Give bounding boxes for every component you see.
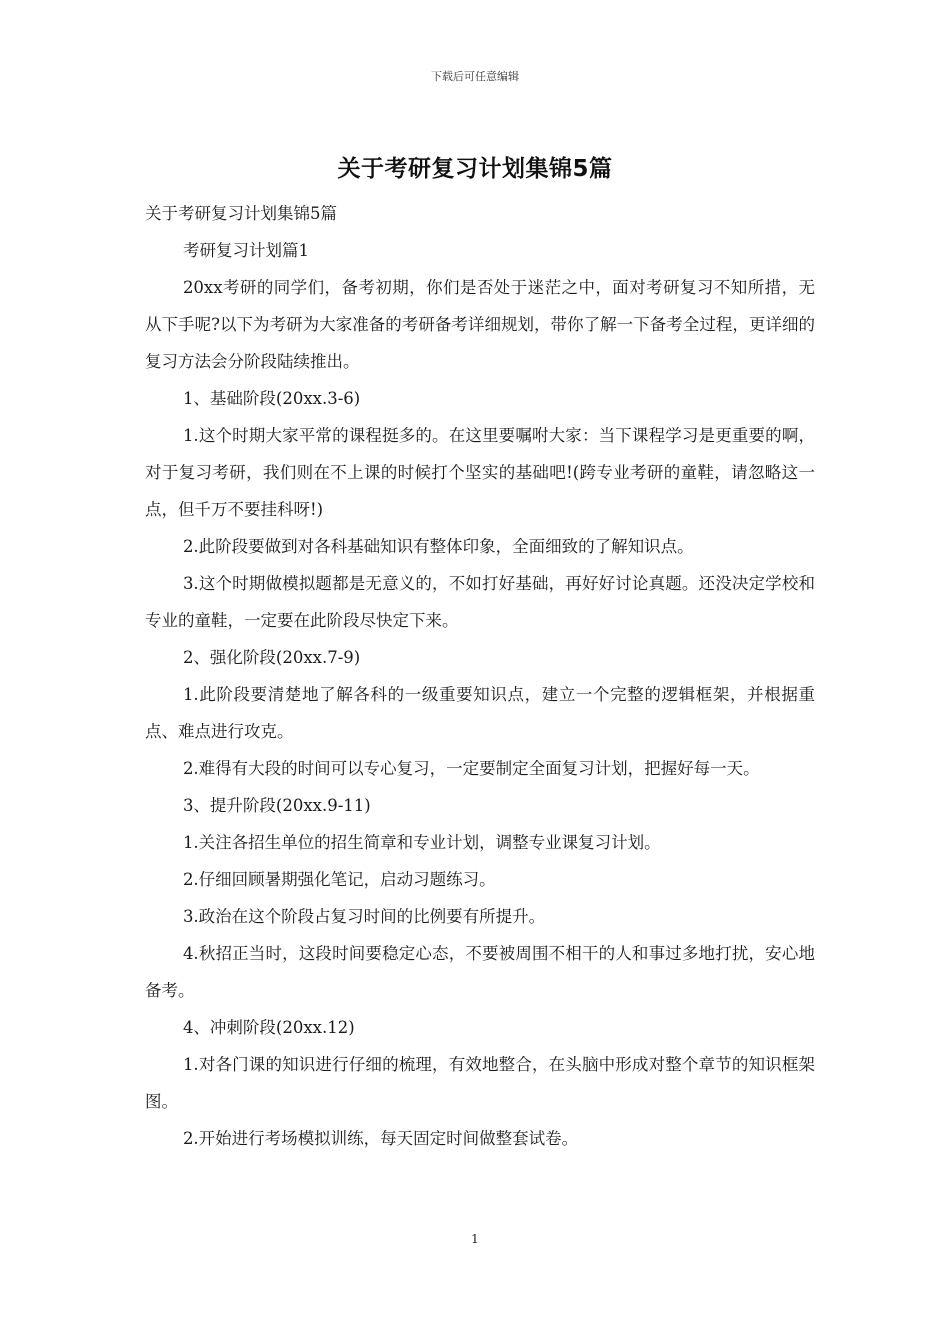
document-body	[145, 195, 815, 1157]
paragraph: 1.这个时期大家平常的课程挺多的。在这里要嘱咐大家：当下课程学习是更重要的啊，对于复习考研，我们则在不上课的时候打个坚实的基础吧!(跨专业考研的童鞋，请忽略这一点，但千万不要挂科呀!)	[145, 426, 815, 519]
stage-heading-sprint: 4、冲刺阶段(20xx.12)	[182, 1018, 355, 1037]
paragraph: 1.关注各招生单位的招生简章和专业计划，调整专业课复习计划。	[182, 833, 661, 852]
section-heading: 考研复习计划篇1	[182, 241, 309, 260]
paragraph: 3.这个时期做模拟题都是无意义的，不如打好基础，再好好讨论真题。还没决定学校和专业的童鞋，一定要在此阶段尽快定下来。	[145, 574, 815, 630]
subtitle-paragraph: 关于考研复习计划集锦5篇	[145, 204, 337, 223]
document-title: 关于考研复习计划集锦5篇	[337, 156, 613, 182]
paragraph: 2.仔细回顾暑期强化笔记，启动习题练习。	[182, 870, 496, 889]
paragraph: 2.开始进行考场模拟训练，每天固定时间做整套试卷。	[182, 1129, 579, 1148]
paragraph: 2.此阶段要做到对各科基础知识有整体印象，全面细致的了解知识点。	[182, 537, 694, 556]
intro-paragraph: 20xx考研的同学们，备考初期，你们是否处于迷茫之中，面对考研复习不知所措，无从下手呢?以下为考研为大家准备的考研备考详细规划，带你了解一下备考全过程，更详细的复习方法会分阶段陆续推出。	[145, 278, 815, 371]
paragraph: 4.秋招正当时，这段时间要稳定心态，不要被周围不相干的人和事过多地打扰，安心地备考。	[145, 944, 815, 1000]
page-header-note: 下载后可任意编辑	[431, 70, 519, 83]
paragraph: 1.此阶段要清楚地了解各科的一级重要知识点，建立一个完整的逻辑框架，并根据重点、难点进行攻克。	[145, 685, 815, 741]
paragraph: 3.政治在这个阶段占复习时间的比例要有所提升。	[182, 907, 546, 926]
page-number: 1	[471, 1232, 479, 1246]
stage-heading-intensive: 2、强化阶段(20xx.7-9)	[182, 648, 361, 667]
paragraph: 2.难得有大段的时间可以专心复习，一定要制定全面复习计划，把握好每一天。	[182, 759, 760, 778]
stage-heading-basic: 1、基础阶段(20xx.3-6)	[182, 389, 361, 408]
paragraph: 1.对各门课的知识进行仔细的梳理，有效地整合，在头脑中形成对整个章节的知识框架图。	[145, 1055, 815, 1111]
stage-heading-improve: 3、提升阶段(20xx.9-11)	[182, 796, 371, 815]
